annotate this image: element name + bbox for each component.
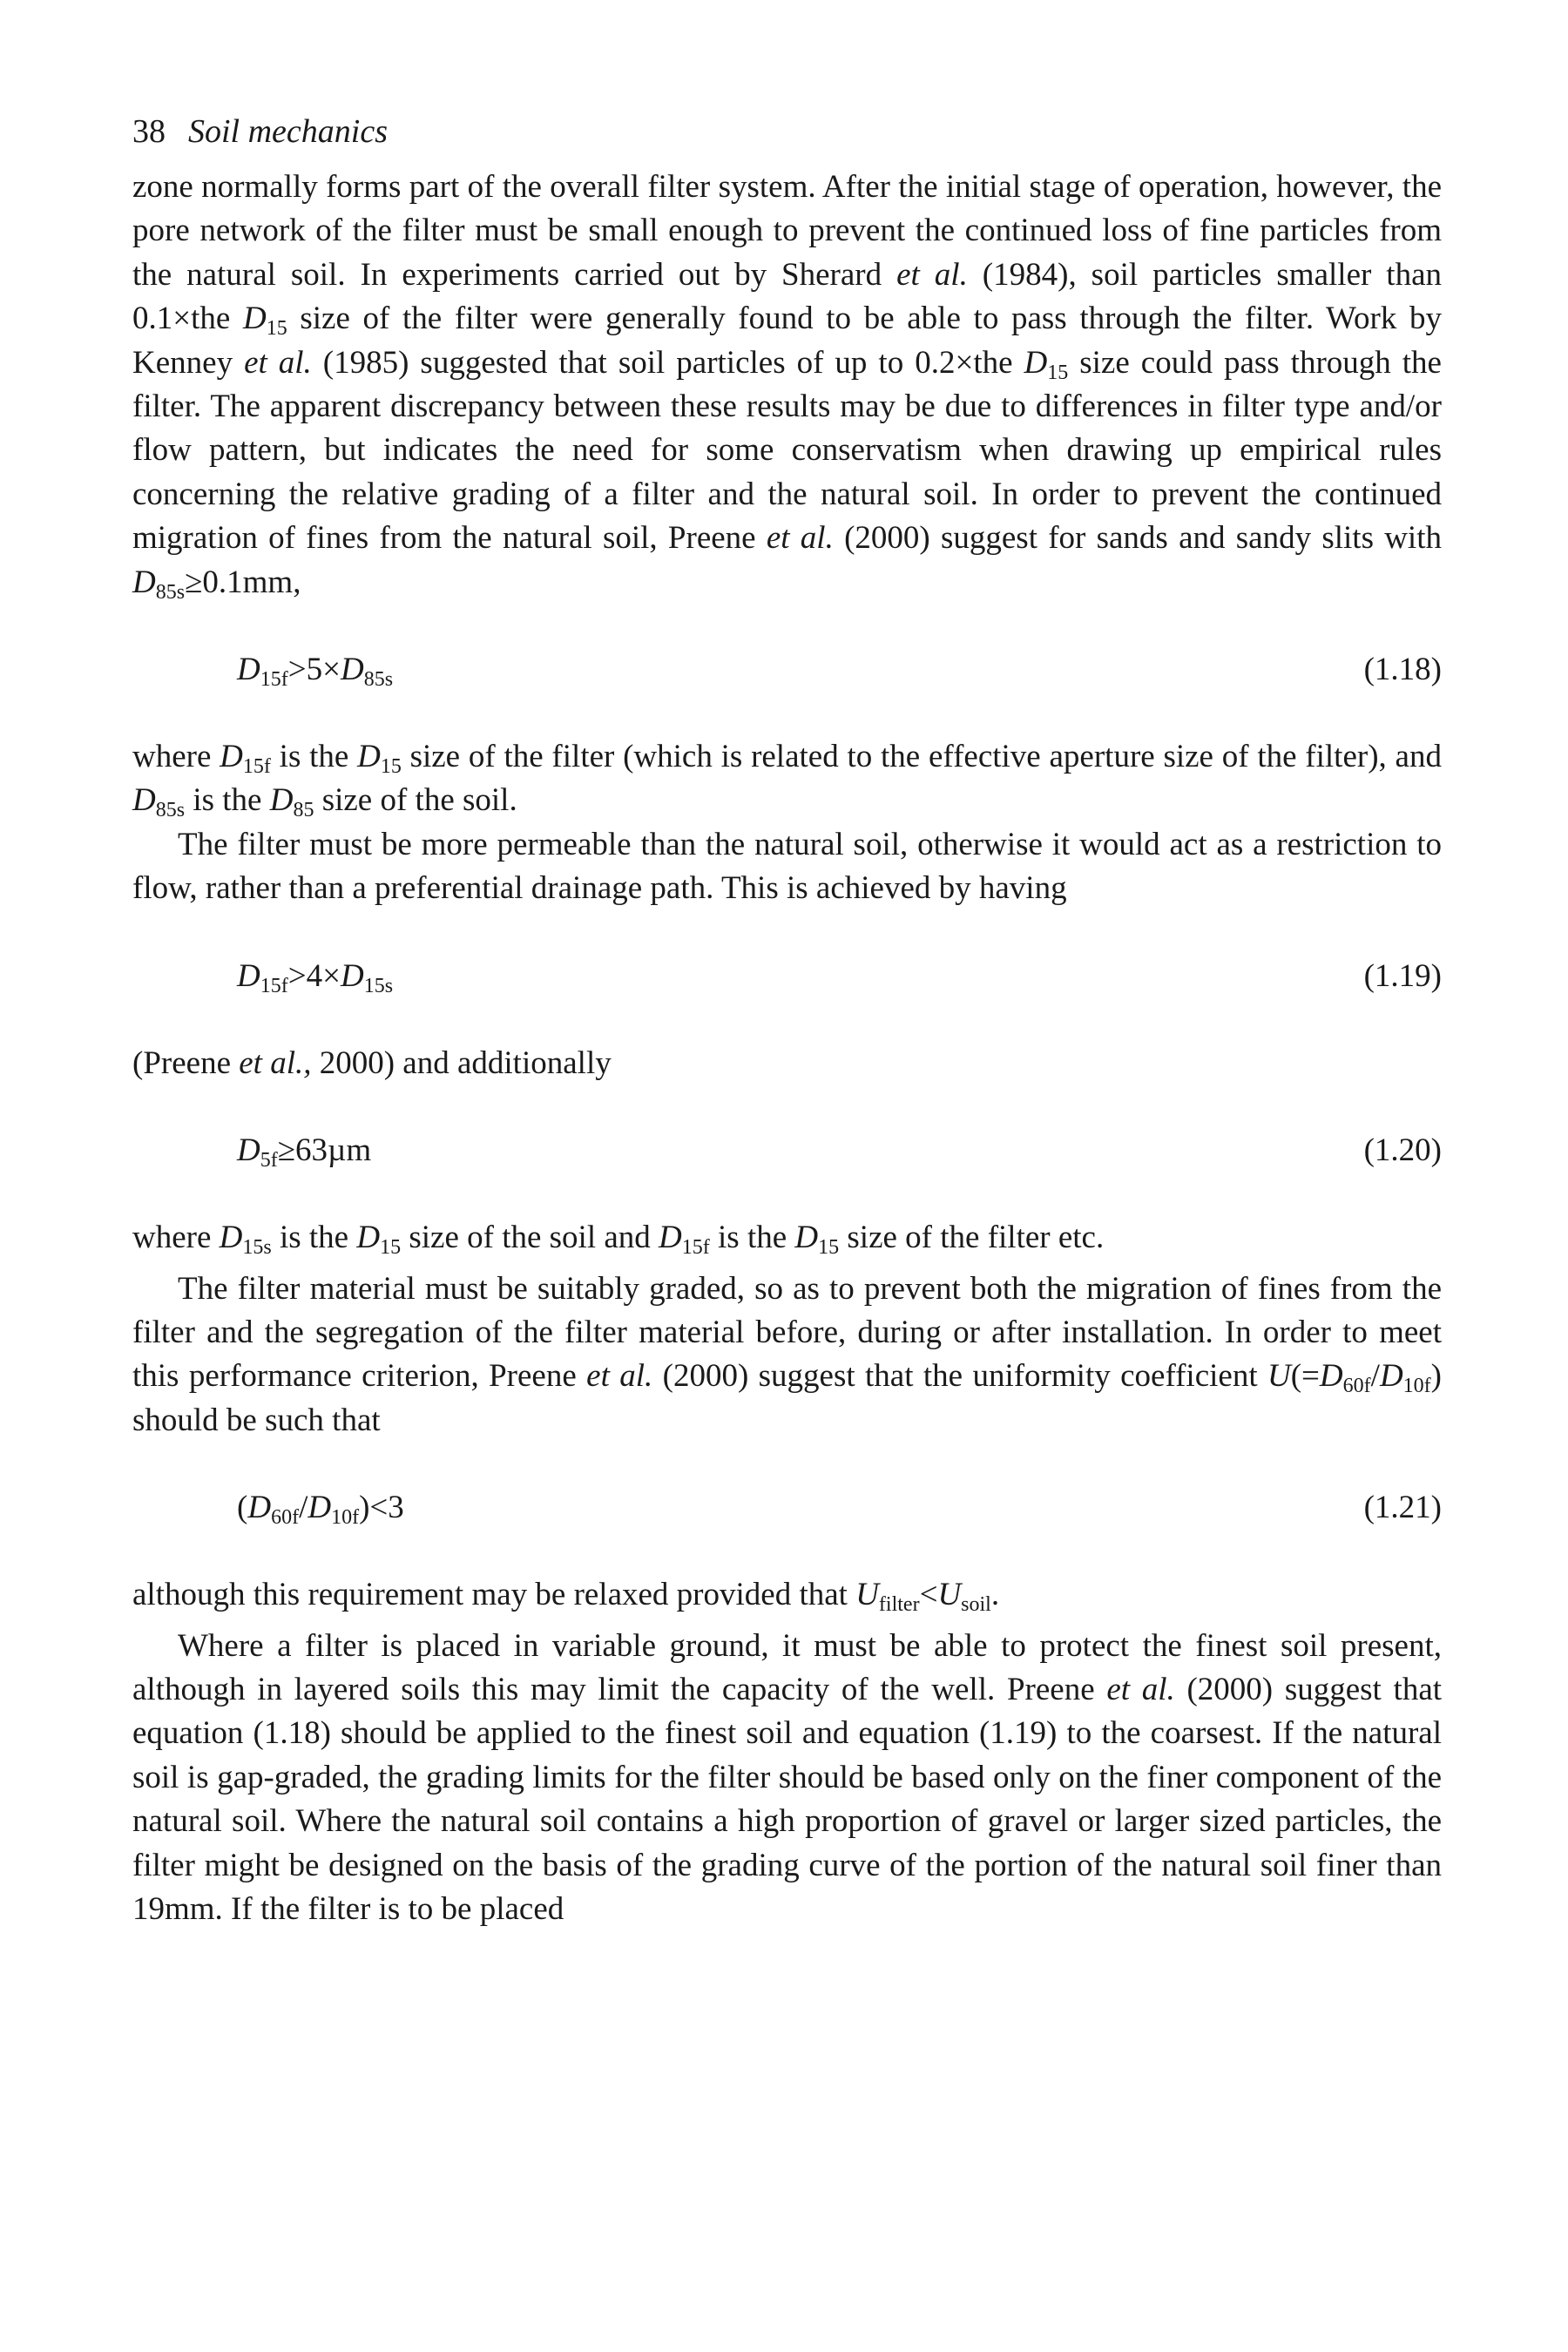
equation-1-20 bbox=[132, 1129, 1442, 1173]
paragraph-preene-additionally: (Preene et al., 2000) and additionally bbox=[132, 1044, 612, 1081]
paragraph-permeability: The filter must be more permeable than the natural soil, otherwise it would act as a restriction to flow, rather than a preferential drainage path. This is achieved by having bbox=[132, 826, 1442, 907]
equation-expression: $(D_{60f}/D_{10f})<3$ bbox=[237, 1490, 404, 1530]
paragraph-filter-pore-network: zone normally forms part of the overall filter system. After the initial stage of operation, however, the pore network of the filter must be small enough to prevent the continued loss of fine particles from the natural soil. In experiments carried out by Sherard et al. (1984), soil particles smaller than 0.1×the $D_{15}$ size of the filter were generally found to be able to pass through the filter. Work by Kenney et al. (1985) suggested that soil particles of up to 0.2×the $D_{15}$ size could pass through the filter. The apparent discrepancy between these results may be due to differences in filter type and/or flow pattern, but indicates the need for some conservatism when drawing up empirical rules concerning the relative grading of a filter and the natural soil. In order to prevent the continued migration of fines from the natural soil, Preene et al. (2000) suggest for sands and sandy slits with $D_{85s}\ge 0.1mm$, bbox=[132, 169, 1442, 604]
paragraph-d15f-definition: where $D_{15f}$ is the $D_{15}$ size of the filter (which is related to the effective aperture size of the filter), and $D_{85s}$ is the $D_{85}$ size of the soil. bbox=[132, 739, 1442, 822]
page-number: 38 bbox=[132, 113, 166, 150]
paragraph-variable-ground: Where a filter is placed in variable ground, it must be able to protect the finest soil present, although in layered soils this may limit the capacity of the well. Preene et al. (2000) suggest that equation (1.18) should be applied to the finest soil and equation (1.19) to the coarsest. If the natural soil is gap-graded, the grading limits for the filter should be based only on the finer component of the natural soil. Where the natural soil contains a high proportion of gravel or larger sized particles, the filter might be designed on the basis of the grading curve of the portion of the natural soil finer than 19mm. If the filter is to be placed bbox=[132, 1627, 1443, 1927]
equation-number: (1.18) bbox=[1363, 652, 1442, 688]
equation-expression: $D_{15f}>5\times D_{85s}$ bbox=[237, 652, 394, 692]
equation-expression: $D_{5f}\ge 63\mu m$ bbox=[237, 1132, 372, 1173]
paragraph-grading: The filter material must be suitably graded, so as to prevent both the migration of fines from the filter and the segregation of the filter material before, during or after installation. In order to meet this performance criterion, Preene et al. (2000) suggest that the uniformity coefficient $U(=D_{60f}/D_{10f})$ should be such that bbox=[132, 1270, 1442, 1438]
equation-number: (1.20) bbox=[1363, 1132, 1442, 1169]
paragraph-uniformity-relaxed: although this requirement may be relaxed provided that $U_{filter}<U_{soil}$. bbox=[132, 1577, 1000, 1617]
equation-1-18 bbox=[132, 648, 1442, 692]
equation-1-19 bbox=[132, 955, 1442, 998]
equation-number: (1.19) bbox=[1363, 957, 1442, 994]
book-page bbox=[132, 112, 1442, 1931]
running-head bbox=[132, 112, 1442, 166]
paragraph-d15s-definition: where $D_{15s}$ is the $D_{15}$ size of the soil and $D_{15f}$ is the $D_{15}$ size of the filter etc. bbox=[132, 1220, 1105, 1260]
equation-1-21 bbox=[132, 1486, 1442, 1530]
equation-expression: $D_{15f}>4\times D_{15s}$ bbox=[237, 957, 394, 997]
equation-number: (1.21) bbox=[1363, 1490, 1442, 1526]
book-title: Soil mechanics bbox=[188, 113, 389, 150]
